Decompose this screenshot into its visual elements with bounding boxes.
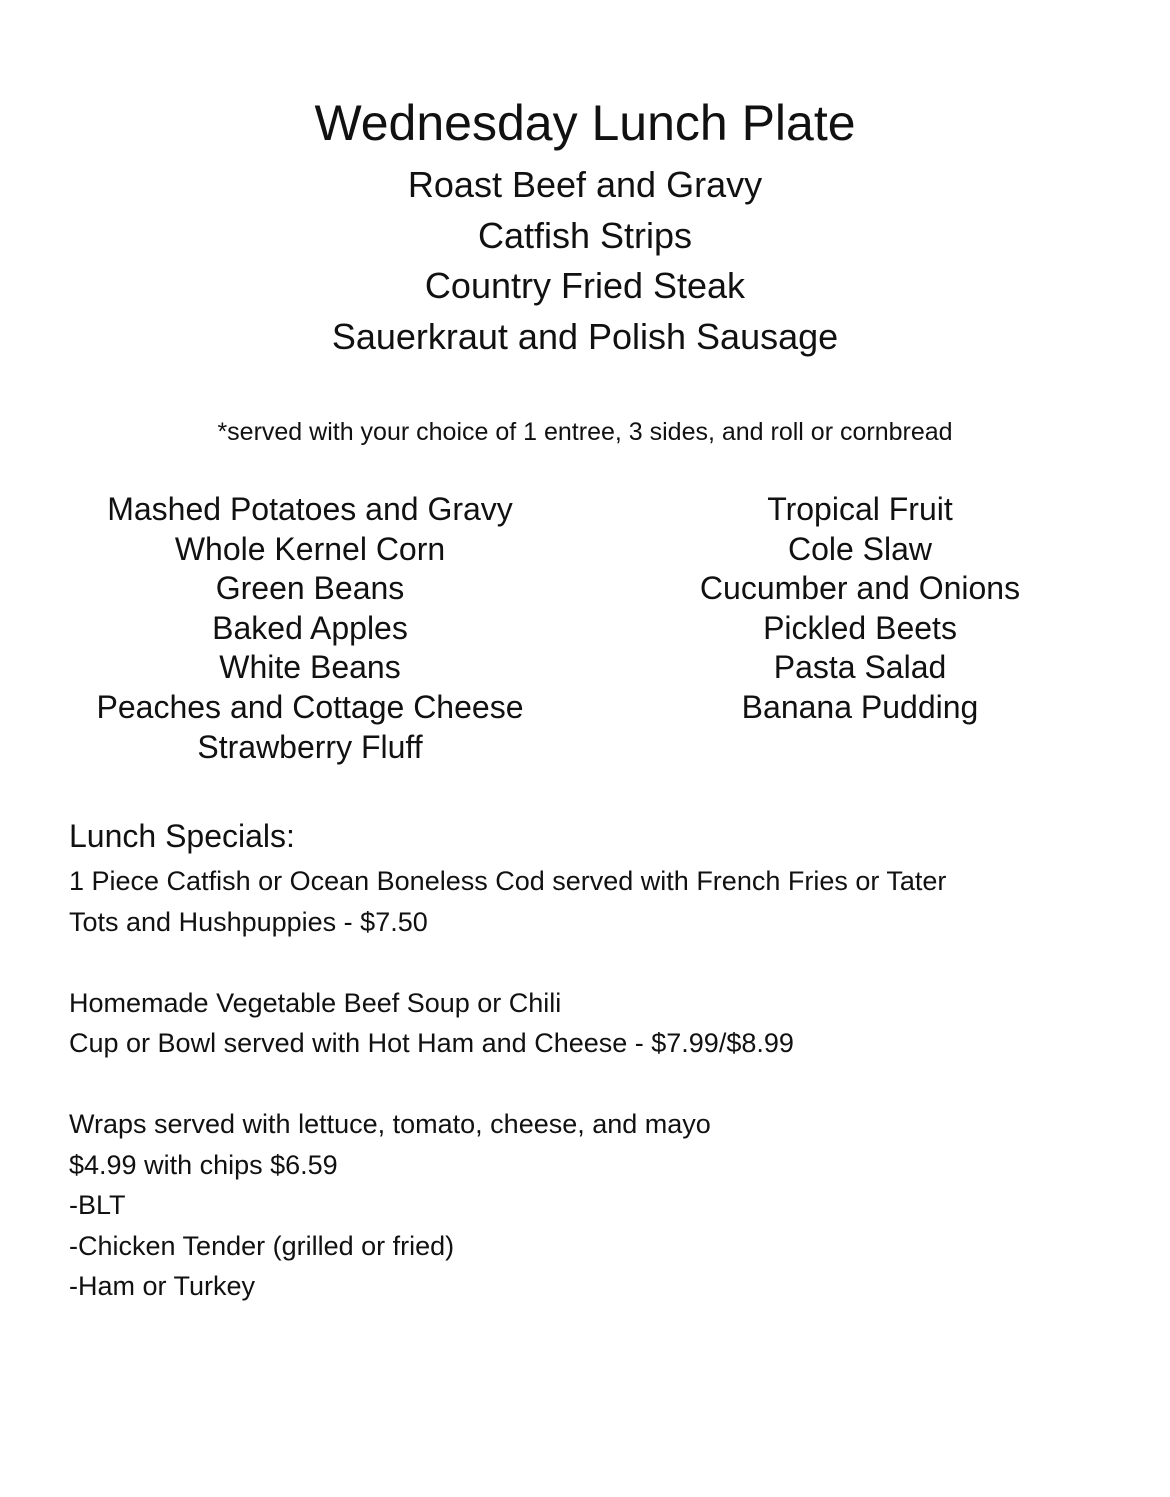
side-item: Mashed Potatoes and Gravy [107, 491, 513, 527]
special-soup-line: Homemade Vegetable Beef Soup or Chili [69, 987, 562, 1018]
wrap-option: -Ham or Turkey [69, 1271, 256, 1301]
side-item: Cole Slaw [787, 530, 933, 567]
side-item: Tropical Fruit [767, 491, 953, 527]
side-item: Green Beans [215, 570, 405, 607]
special-wraps-price: $4.99 with chips $6.59 [69, 1149, 338, 1180]
side-item: Peaches and Cottage Cheese [96, 688, 524, 725]
sides-list-right [630, 490, 1090, 728]
side-item: Baked Apples [212, 609, 408, 646]
special-wraps-line: Wraps served with lettuce, tomato, cheese, and mayo [69, 1109, 711, 1139]
side-item: Pickled Beets [763, 609, 957, 646]
side-item: Banana Pudding [741, 688, 979, 725]
serving-note: *served with your choice of 1 entree, 3 sides, and roll or cornbread [217, 418, 953, 446]
specials-heading: Lunch Specials: [69, 818, 295, 854]
entree-item: Sauerkraut and Polish Sausage [331, 315, 839, 357]
special-soup-price: Cup or Bowl served with Hot Ham and Cheese - $7.99/$8.99 [69, 1028, 794, 1058]
page-title: Wednesday Lunch Plate [314, 95, 856, 151]
entree-list [0, 160, 1170, 362]
specials-list [69, 861, 1129, 1307]
special-catfish-line: 1 Piece Catfish or Ocean Boneless Cod served with French Fries or Tater [69, 866, 947, 896]
wrap-option: -Chicken Tender (grilled or fried) [69, 1230, 455, 1261]
entree-item: Country Fried Steak [424, 265, 746, 306]
wrap-option: -BLT [69, 1190, 126, 1220]
side-item: Strawberry Fluff [197, 728, 423, 765]
side-item: Whole Kernel Corn [174, 530, 446, 567]
special-catfish-price: Tots and Hushpuppies - $7.50 [69, 906, 428, 937]
sides-list-left [60, 490, 560, 767]
side-item: Cucumber and Onions [699, 570, 1021, 607]
spacer [69, 942, 1129, 983]
side-item: White Beans [219, 649, 401, 686]
side-item: Pasta Salad [773, 649, 947, 686]
entree-item: Roast Beef and Gravy [407, 164, 763, 205]
spacer [69, 1064, 1129, 1105]
entree-item: Catfish Strips [477, 214, 693, 256]
